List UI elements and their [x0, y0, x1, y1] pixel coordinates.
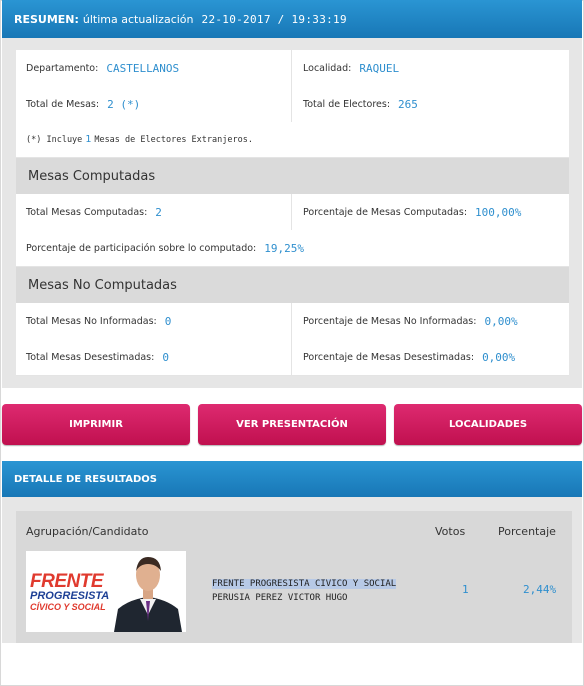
- participacion-label: Porcentaje de participación sobre lo computado:: [26, 242, 257, 254]
- ver-presentacion-button[interactable]: VER PRESENTACIÓN: [198, 404, 386, 445]
- party-logo: [26, 551, 186, 632]
- divider: [291, 339, 292, 375]
- departamento-value: CASTELLANOS: [106, 61, 180, 75]
- divider: [291, 86, 292, 122]
- last-update-datetime: 22-10-2017 / 19:33:19: [201, 12, 347, 26]
- no-informadas-value: 0: [164, 314, 172, 328]
- logo-line-1: FRENTE: [30, 571, 103, 592]
- candidate-photo: [110, 551, 186, 632]
- no-informadas-label: Total Mesas No Informadas:: [26, 315, 157, 327]
- logo-line-3: CÍVICO Y SOCIAL: [30, 602, 106, 612]
- votos-value: 1: [462, 583, 469, 596]
- localidad-label: Localidad:: [303, 62, 352, 74]
- detalle-panel: [2, 497, 582, 643]
- desestimadas-label: Total Mesas Desestimadas:: [26, 351, 155, 363]
- total-mesas-value: 2 (*): [107, 97, 141, 111]
- total-computadas-value: 2: [155, 205, 162, 219]
- pct-computadas-label: Porcentaje de Mesas Computadas:: [303, 206, 468, 218]
- candidate-name: PERUSIA PEREZ VICTOR HUGO: [212, 593, 348, 603]
- participacion-value: 19,25%: [264, 241, 304, 255]
- totals-row: [16, 86, 569, 123]
- desestimadas-row: [16, 339, 569, 376]
- resumen-header: [2, 0, 582, 38]
- total-electores-value: 265: [398, 97, 418, 111]
- detalle-header: DETALLE DE RESULTADOS: [2, 461, 582, 497]
- resumen-panel: [2, 38, 582, 388]
- party-name[interactable]: FRENTE PROGRESISTA CIVICO Y SOCIAL: [212, 579, 397, 589]
- resumen-subtitle: última actualización: [82, 12, 194, 26]
- resumen-label: RESUMEN:: [14, 12, 79, 26]
- departamento-label: Departamento:: [26, 62, 99, 74]
- logo-line-2: PROGRESISTA: [30, 590, 110, 602]
- total-mesas-label: Total de Mesas:: [26, 98, 100, 110]
- location-row: [16, 50, 569, 87]
- pct-desestimadas-value: 0,00%: [482, 350, 516, 364]
- divider: [291, 194, 292, 230]
- col-porcentaje-header: Porcentaje: [498, 525, 556, 538]
- party-info: [212, 577, 396, 605]
- note-prefix: (*) Incluye: [26, 134, 83, 145]
- no-informadas-row: [16, 303, 569, 340]
- computadas-row: [16, 194, 569, 231]
- localidad-value: RAQUEL: [359, 61, 400, 75]
- total-computadas-label: Total Mesas Computadas:: [26, 206, 148, 218]
- total-electores-label: Total de Electores:: [303, 98, 391, 110]
- col-agrupacion-header: Agrupación/Candidato: [26, 525, 149, 538]
- localidades-button[interactable]: LOCALIDADES: [394, 404, 582, 445]
- porcentaje-value: 2,44%: [523, 583, 557, 596]
- no-computadas-section-title: Mesas No Computadas: [16, 267, 569, 303]
- pct-no-informadas-label: Porcentaje de Mesas No Informadas:: [303, 315, 477, 327]
- pct-desestimadas-label: Porcentaje de Mesas Desestimadas:: [303, 351, 475, 363]
- computadas-section-title: Mesas Computadas: [16, 158, 569, 194]
- results-table: [16, 511, 572, 643]
- divider: [291, 303, 292, 339]
- divider: [291, 50, 292, 86]
- note-suffix: Mesas de Electores Extranjeros.: [94, 134, 253, 145]
- participacion-row: [16, 230, 569, 267]
- note-number: 1: [85, 134, 92, 145]
- foreign-voters-note: [16, 122, 569, 158]
- imprimir-button[interactable]: IMPRIMIR: [2, 404, 190, 445]
- desestimadas-value: 0: [162, 350, 169, 364]
- col-votos-header: Votos: [435, 525, 466, 538]
- pct-no-informadas-value: 0,00%: [484, 314, 518, 328]
- pct-computadas-value: 100,00%: [475, 205, 522, 219]
